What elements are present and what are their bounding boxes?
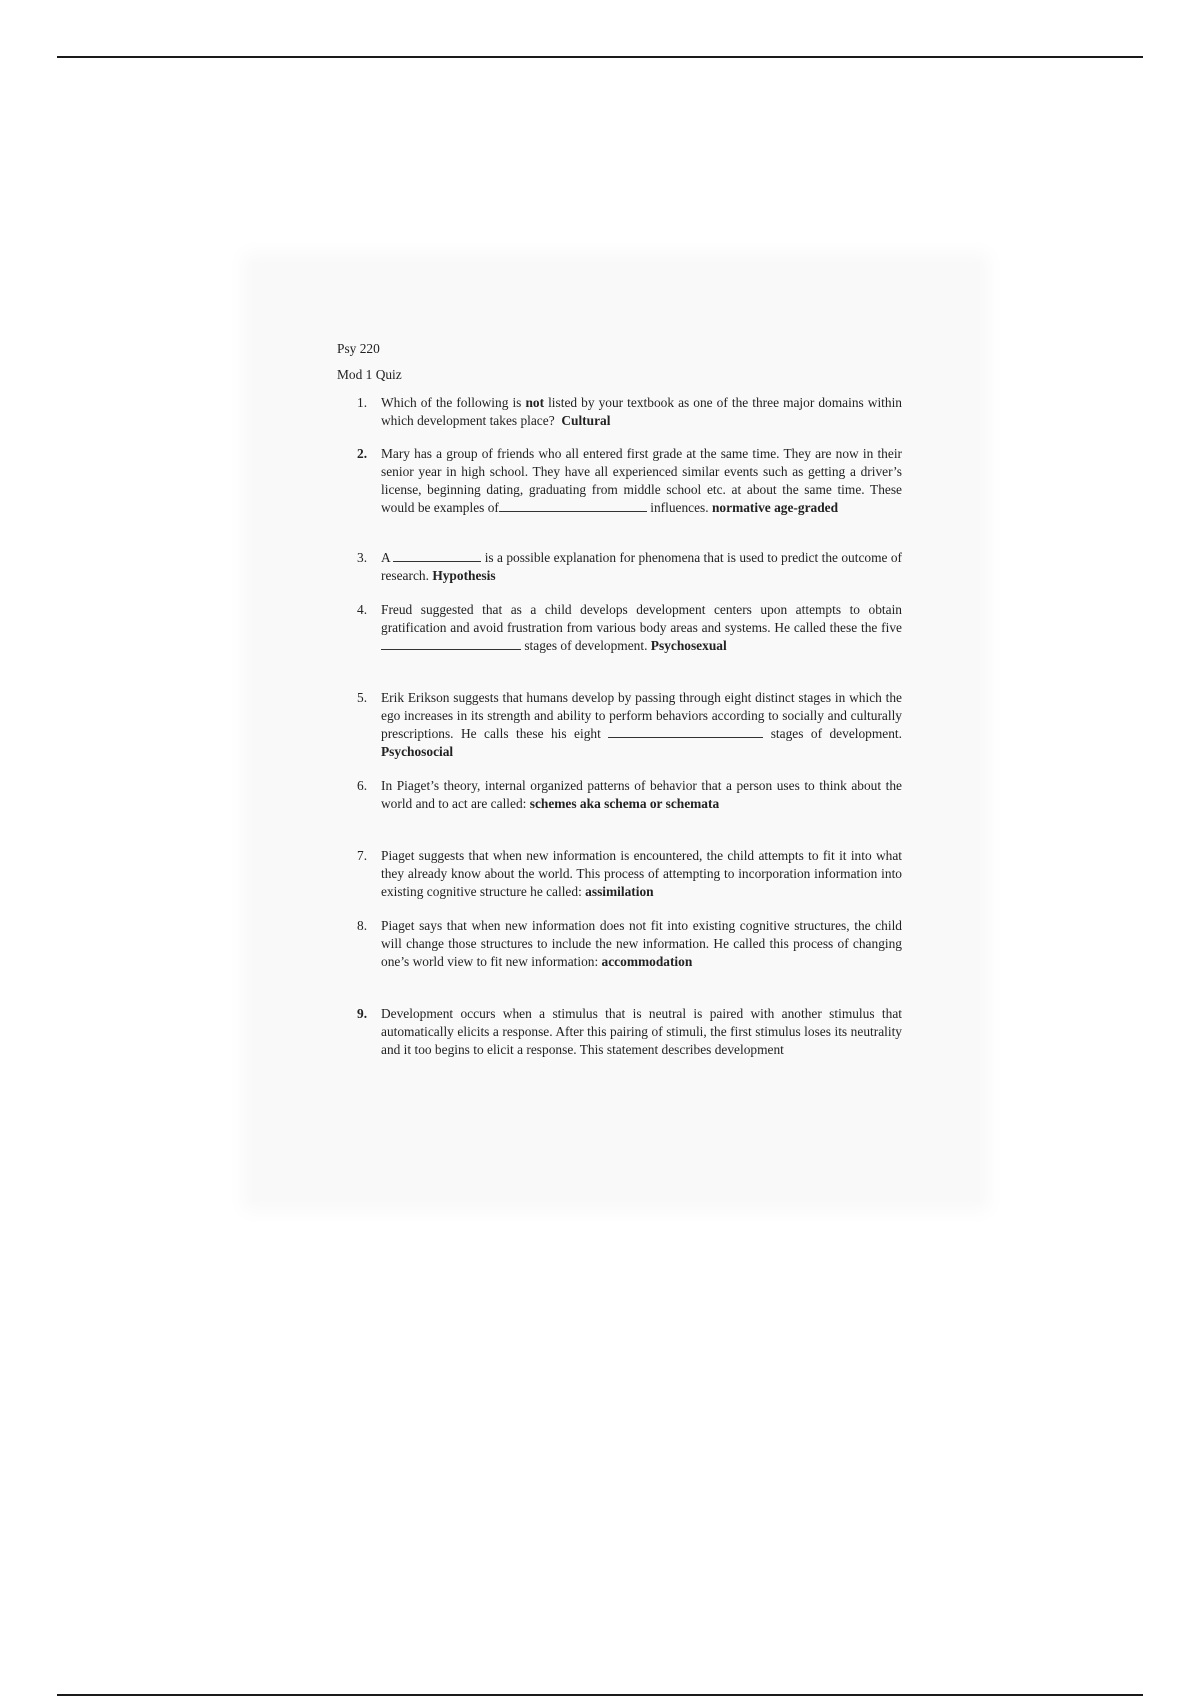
question-number: 5. (357, 690, 368, 705)
answer-text: accommodation (601, 954, 693, 969)
bottom-rule (57, 1694, 1143, 1696)
answer-text: Cultural (561, 413, 611, 428)
question-number: 7. (357, 848, 368, 863)
answer-blank (381, 637, 521, 650)
question-text: Piaget says that when new information does not fit into existing cognitive structures, the child will change those structures to include the new information. He called this process of changing one’s world view to fit new information: (381, 918, 902, 969)
question-9 (337, 1005, 902, 1059)
question-text: In Piaget’s theory, internal organized patterns of behavior that a person uses to think about the world and to act are called: (381, 778, 902, 811)
question-text: stages of development. (521, 638, 648, 653)
question-number: 4. (357, 602, 368, 617)
question-1 (337, 394, 902, 430)
question-2 (337, 445, 902, 517)
question-text: influences. (646, 500, 709, 515)
answer-text: Hypothesis (432, 568, 496, 583)
answer-text: Psychosexual (650, 638, 727, 653)
answer-text: assimilation (585, 884, 654, 899)
question-6 (337, 777, 902, 813)
question-list (337, 394, 902, 1059)
question-number: 1. (357, 395, 368, 410)
answer-text: schemes aka schema or schemata (529, 796, 720, 811)
question-4 (337, 601, 902, 655)
answer-text: Psychosocial (381, 744, 454, 759)
top-rule (57, 56, 1143, 58)
answer-blank (499, 499, 647, 512)
question-number: 2. (357, 446, 368, 461)
question-text: is a possible explanation for phenomena that is used to predict the outcome of research. (381, 550, 902, 583)
question-emphasis: not (525, 395, 545, 410)
question-number: 3. (357, 550, 368, 565)
question-text: Erik Erikson suggests that humans develop by passing through eight distinct stages in which the ego increases in its strength and ability to perform behaviors according to socially and culturally prescriptions. He calls these his eight (381, 690, 902, 741)
question-8 (337, 917, 902, 971)
question-text: Freud suggested that as a child develops development centers upon attempts to obtain gratification and avoid frustration from various body areas and systems. He called these the five (381, 602, 902, 635)
question-text: Which of the following is (381, 395, 526, 410)
quiz-title: Mod 1 Quiz (337, 367, 402, 382)
course-code: Psy 220 (337, 341, 380, 356)
question-3 (337, 549, 902, 585)
question-number: 8. (357, 918, 368, 933)
question-text: Piaget suggests that when new information is encountered, the child attempts to fit it into what they already know about the world. This process of attempting to incorporation information into existing cognitive structure he called: (381, 848, 902, 899)
question-text: A (381, 550, 394, 565)
quiz-document (337, 340, 902, 1059)
question-number: 9. (357, 1006, 368, 1021)
answer-text: normative age-graded (711, 500, 839, 515)
question-text: Development occurs when a stimulus that is neutral is paired with another stimulus that automatically elicits a response. After this pairing of stimuli, the first stimulus loses its neutrality and it too begins to elicit a response. This statement describes development (381, 1006, 902, 1057)
question-5 (337, 689, 902, 761)
question-text: Mary has a group of friends who all entered first grade at the same time. They are now in their senior year in high school. They have all experienced similar events such as getting a driver’s license, beginning dating, graduating from middle school etc. at about the same time. These would be examples of (381, 446, 902, 515)
question-7 (337, 847, 902, 901)
question-text: stages of development. (763, 726, 902, 741)
answer-blank (393, 549, 481, 562)
answer-blank (608, 725, 763, 738)
question-number: 6. (357, 778, 368, 793)
question-text: listed by your textbook as one of the three major domains within which development takes place? (381, 395, 902, 428)
